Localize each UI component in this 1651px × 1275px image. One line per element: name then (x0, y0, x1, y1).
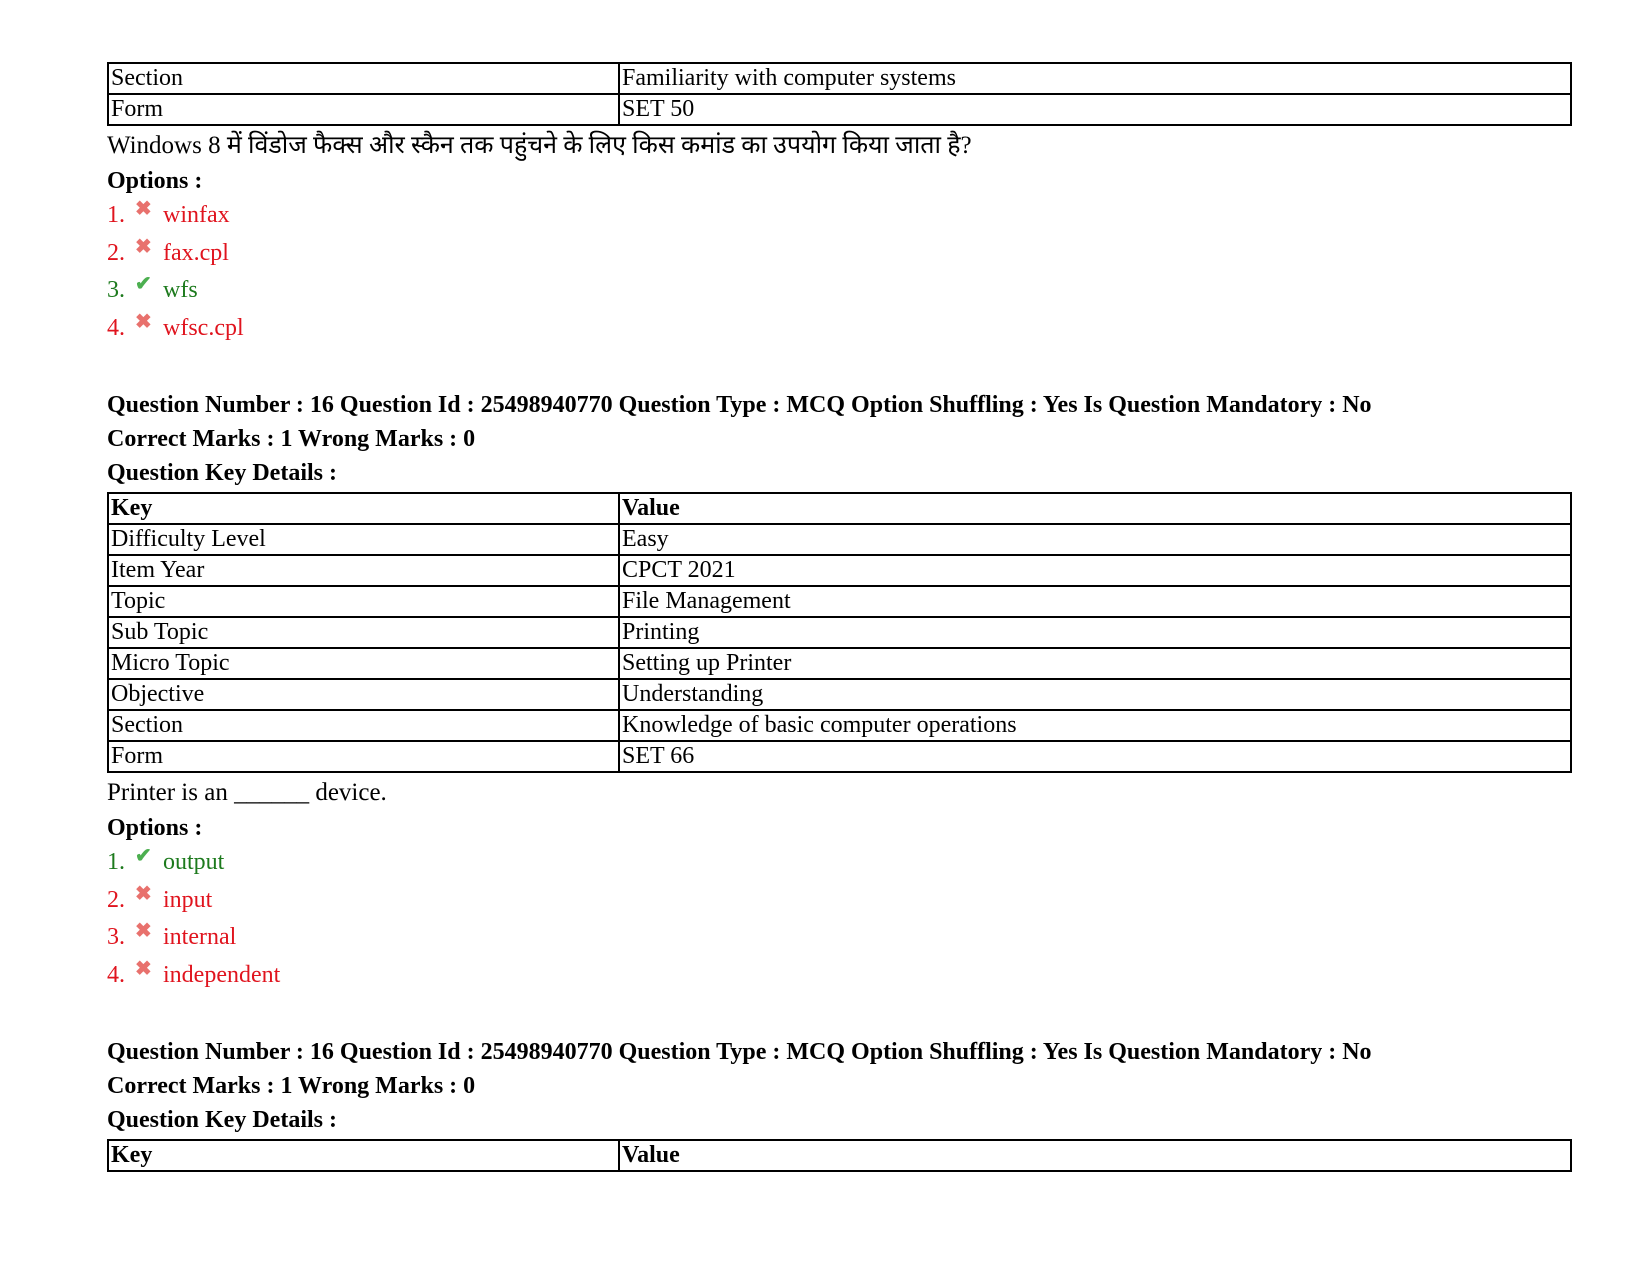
marks-line: Correct Marks : 1 Wrong Marks : 0 (107, 1073, 476, 1099)
detail-key: Section (108, 63, 619, 94)
option-number: 4. (107, 961, 125, 988)
detail-key: Section (108, 710, 619, 741)
cross-icon: ✖ (135, 310, 152, 333)
option-item (107, 847, 1572, 885)
table-row (108, 648, 1571, 679)
cross-icon: ✖ (135, 957, 152, 980)
detail-key: Item Year (108, 555, 619, 586)
table-row (108, 586, 1571, 617)
key-details-label: Question Key Details : (107, 1107, 337, 1133)
cross-icon: ✖ (135, 920, 152, 942)
detail-value: SET 50 (619, 94, 1571, 125)
detail-key: Topic (108, 586, 619, 617)
option-item (107, 957, 1572, 998)
table-row (108, 524, 1571, 555)
detail-key: Micro Topic (108, 648, 619, 679)
key-details-label: Question Key Details : (107, 460, 337, 486)
cross-icon: ✖ (135, 235, 152, 258)
checkmark-icon: ✔ (135, 273, 152, 295)
option-item (107, 200, 1572, 238)
option-item (107, 235, 1572, 276)
detail-value: SET 66 (619, 741, 1571, 772)
option-item (107, 922, 1572, 960)
detail-value: Knowledge of basic computer operations (619, 710, 1571, 741)
question-text: Printer is an ______ device. (107, 779, 387, 806)
detail-value: Printing (619, 617, 1571, 648)
table-row (108, 63, 1571, 94)
option-number: 2. (107, 239, 125, 266)
question-paper (107, 62, 1572, 1172)
option-number: 3. (107, 924, 125, 950)
detail-key: Sub Topic (108, 617, 619, 648)
option-text: independent (163, 961, 281, 988)
option-text: wfs (163, 277, 198, 303)
marks-line: Correct Marks : 1 Wrong Marks : 0 (107, 426, 476, 452)
q1-key-details-table (107, 62, 1572, 126)
option-text: internal (163, 924, 237, 950)
option-text: fax.cpl (163, 239, 229, 266)
column-header-value: Value (619, 493, 1571, 524)
detail-value: Familiarity with computer systems (619, 63, 1571, 94)
q3-key-details-table (107, 1139, 1572, 1172)
option-item (107, 882, 1572, 923)
table-row (108, 710, 1571, 741)
column-header-value: Value (619, 1140, 1571, 1171)
option-number: 2. (107, 886, 125, 913)
cross-icon: ✖ (135, 198, 152, 220)
detail-key: Difficulty Level (108, 524, 619, 555)
detail-value: Understanding (619, 679, 1571, 710)
detail-value: Setting up Printer (619, 648, 1571, 679)
options-label: Options : (107, 815, 203, 841)
option-text: input (163, 886, 213, 913)
option-number: 4. (107, 314, 125, 341)
option-text: winfax (163, 202, 230, 228)
table-row (108, 617, 1571, 648)
option-item (107, 310, 1572, 351)
detail-key: Form (108, 94, 619, 125)
detail-key: Form (108, 741, 619, 772)
question-text: Windows 8 में विंडोज फैक्स और स्कैन तक पहुंचने के लिए किस कमांड का उपयोग किया जाता है? (107, 132, 972, 159)
table-row (108, 94, 1571, 125)
table-row (108, 555, 1571, 586)
question-header: Question Number : 16 Question Id : 25498940770 Question Type : MCQ Option Shuffling : Yes Is Question Mandatory : No (107, 392, 1372, 418)
option-item (107, 275, 1572, 313)
option-number: 3. (107, 277, 125, 303)
options-label: Options : (107, 168, 203, 194)
table-row (108, 741, 1571, 772)
q2-key-details-table (107, 492, 1572, 773)
detail-value: File Management (619, 586, 1571, 617)
detail-value: CPCT 2021 (619, 555, 1571, 586)
table-header-row (108, 1140, 1571, 1171)
checkmark-icon: ✔ (135, 845, 152, 867)
option-number: 1. (107, 202, 125, 228)
option-text: wfsc.cpl (163, 314, 244, 341)
cross-icon: ✖ (135, 882, 152, 905)
column-header-key: Key (108, 493, 619, 524)
option-number: 1. (107, 849, 125, 875)
option-text: output (163, 849, 225, 875)
column-header-key: Key (108, 1140, 619, 1171)
detail-value: Easy (619, 524, 1571, 555)
table-header-row (108, 493, 1571, 524)
table-row (108, 679, 1571, 710)
detail-key: Objective (108, 679, 619, 710)
question-header: Question Number : 16 Question Id : 25498940770 Question Type : MCQ Option Shuffling : Yes Is Question Mandatory : No (107, 1039, 1372, 1065)
